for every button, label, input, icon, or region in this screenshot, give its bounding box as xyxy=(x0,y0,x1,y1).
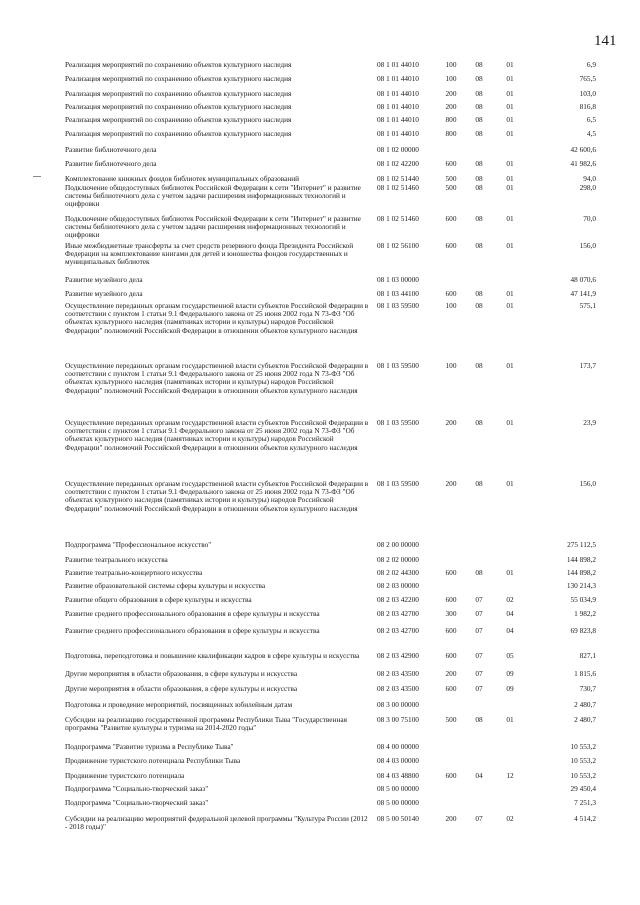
row-expense-type: 100 xyxy=(445,361,457,370)
row-name: Развитие музейного дела xyxy=(65,275,143,284)
row-name: Развитие общего образования в сфере культуры и искусства xyxy=(65,595,252,604)
row-code: 08 2 02 44300 xyxy=(377,568,419,577)
row-sum: 7 251,3 xyxy=(574,798,596,807)
row-code: 08 3 00 75100 xyxy=(377,715,419,724)
row-code: 08 1 03 59500 xyxy=(377,418,419,427)
row-subsection: 01 xyxy=(506,60,514,69)
row-expense-type: 800 xyxy=(445,115,457,124)
row-expense-type: 200 xyxy=(445,669,457,678)
row-sum: 70,0 xyxy=(583,214,596,223)
row-subsection: 09 xyxy=(506,684,514,693)
row-code: 08 1 03 44100 xyxy=(377,289,419,298)
row-sum: 4,5 xyxy=(586,129,596,138)
row-section: 07 xyxy=(475,595,483,604)
row-code: 08 5 00 00000 xyxy=(377,798,419,807)
row-sum: 94,0 xyxy=(583,174,596,183)
row-subsection: 01 xyxy=(506,568,514,577)
row-expense-type: 600 xyxy=(445,214,457,223)
row-code: 08 4 00 00000 xyxy=(377,742,419,751)
row-name: Реализация мероприятий по сохранению объектов культурного наследия xyxy=(65,102,292,111)
row-name: Подключение общедоступных библиотек Российской Федерации к сети "Интернет" и развитие системы библиотечного дела с учетом задачи расширения информационных технологий и оцифровки xyxy=(65,183,361,209)
row-expense-type: 100 xyxy=(445,301,457,310)
row-sum: 130 214,3 xyxy=(566,581,596,590)
row-code: 08 1 02 00000 xyxy=(377,145,419,154)
row-subsection: 04 xyxy=(506,626,514,635)
row-sum: 827,1 xyxy=(579,651,596,660)
row-subsection: 01 xyxy=(506,174,514,183)
row-sum: 1 815,6 xyxy=(574,669,596,678)
row-sum: 156,0 xyxy=(579,479,596,488)
row-section: 08 xyxy=(475,89,483,98)
row-subsection: 01 xyxy=(506,89,514,98)
row-code: 08 2 03 42900 xyxy=(377,651,419,660)
row-section: 07 xyxy=(475,609,483,618)
row-section: 08 xyxy=(475,129,483,138)
row-name: Реализация мероприятий по сохранению объектов культурного наследия xyxy=(65,129,292,138)
row-subsection: 01 xyxy=(506,102,514,111)
row-subsection: 01 xyxy=(506,479,514,488)
row-sum: 156,0 xyxy=(579,241,596,250)
row-sum: 765,5 xyxy=(579,74,596,83)
row-subsection: 01 xyxy=(506,361,514,370)
row-sum: 2 480,7 xyxy=(574,715,596,724)
row-sum: 69 823,8 xyxy=(570,626,596,635)
row-name: Реализация мероприятий по сохранению объектов культурного наследия xyxy=(65,115,292,124)
row-name: Подпрограмма "Социально-творческий заказ" xyxy=(65,798,209,807)
row-section: 07 xyxy=(475,626,483,635)
row-code: 08 1 02 56100 xyxy=(377,241,419,250)
row-sum: 173,7 xyxy=(579,361,596,370)
row-sum: 10 553,2 xyxy=(570,742,596,751)
row-subsection: 01 xyxy=(506,241,514,250)
row-name: Подключение общедоступных библиотек Российской Федерации к сети "Интернет" и развитие системы библиотечного дела с учетом задачи расширения информационных технологий и оцифровки xyxy=(65,214,361,240)
row-section: 08 xyxy=(475,479,483,488)
row-sum: 10 553,2 xyxy=(570,771,596,780)
row-name: Продвижение туристского потенциала xyxy=(65,771,185,780)
row-sum: 55 034,9 xyxy=(570,595,596,604)
row-section: 08 xyxy=(475,102,483,111)
row-name: Субсидии на реализацию государственной программы Республики Тыва "Государственная программа "Развитие культуры и туризма на 2014-2020 годы" xyxy=(65,715,347,733)
row-code: 08 1 01 44010 xyxy=(377,129,419,138)
row-name: Продвижение туристского потенциала Республики Тыва xyxy=(65,756,241,765)
row-name: Осуществление переданных органам государственной власти субъектов Российской Федерации в соответствии с пунктом 1 статьи 9.1 Федерального закона от 25 июня 2002 года N 73-ФЗ "Об объектах культурного наследия (памятниках истории и культуры) народов Российской Федерации" полномочий Российской Федерации в отношении объектов культурного наследия xyxy=(65,301,369,335)
row-sum: 275 112,5 xyxy=(567,540,596,549)
row-section: 08 xyxy=(475,74,483,83)
row-code: 08 1 02 51460 xyxy=(377,183,419,192)
row-expense-type: 600 xyxy=(445,626,457,635)
row-subsection: 02 xyxy=(506,595,514,604)
row-code: 08 1 01 44010 xyxy=(377,60,419,69)
row-expense-type: 200 xyxy=(445,814,457,823)
row-subsection: 01 xyxy=(506,301,514,310)
row-subsection: 01 xyxy=(506,159,514,168)
row-code: 08 1 03 59500 xyxy=(377,301,419,310)
row-expense-type: 800 xyxy=(445,129,457,138)
row-sum: 47 141,9 xyxy=(570,289,596,298)
row-expense-type: 500 xyxy=(445,174,457,183)
page-number: 141 xyxy=(594,33,617,49)
row-subsection: 01 xyxy=(506,183,514,192)
row-name: Развитие музейного дела xyxy=(65,289,143,298)
row-expense-type: 600 xyxy=(445,771,457,780)
row-section: 08 xyxy=(475,289,483,298)
row-sum: 1 982,2 xyxy=(574,609,596,618)
row-name: Осуществление переданных органам государственной власти субъектов Российской Федерации в соответствии с пунктом 1 статьи 9.1 Федерального закона от 25 июня 2002 года N 73-ФЗ "Об объектах культурного наследия (памятниках истории и культуры) народов Российской Федерации" полномочий Российской Федерации в отношении объектов культурного наследия xyxy=(65,361,369,395)
row-sum: 575,1 xyxy=(579,301,596,310)
row-code: 08 2 03 42200 xyxy=(377,595,419,604)
row-sum: 6,5 xyxy=(586,115,596,124)
row-sum: 41 982,6 xyxy=(570,159,596,168)
row-expense-type: 600 xyxy=(445,651,457,660)
row-subsection: 05 xyxy=(506,651,514,660)
row-name: Развитие театрально-концертного искусства xyxy=(65,568,203,577)
row-name: Подпрограмма "Социально-творческий заказ" xyxy=(65,784,209,793)
row-code: 08 4 03 00000 xyxy=(377,756,419,765)
row-section: 08 xyxy=(475,115,483,124)
row-name: Комплектование книжных фондов библиотек муниципальных образований xyxy=(65,174,300,183)
row-section: 08 xyxy=(475,301,483,310)
row-code: 08 1 02 51440 xyxy=(377,174,419,183)
row-sum: 730,7 xyxy=(579,684,596,693)
row-expense-type: 600 xyxy=(445,684,457,693)
row-sum: 6,9 xyxy=(586,60,596,69)
row-code: 08 2 03 43500 xyxy=(377,669,419,678)
row-code: 08 2 03 42700 xyxy=(377,609,419,618)
row-section: 04 xyxy=(475,771,483,780)
row-section: 08 xyxy=(475,418,483,427)
row-section: 08 xyxy=(475,174,483,183)
row-section: 07 xyxy=(475,684,483,693)
row-section: 07 xyxy=(475,669,483,678)
row-name: Реализация мероприятий по сохранению объектов культурного наследия xyxy=(65,74,292,83)
row-name: Развитие театрального искусства xyxy=(65,555,168,564)
row-sum: 29 450,4 xyxy=(570,784,596,793)
row-code: 08 4 03 48800 xyxy=(377,771,419,780)
row-expense-type: 100 xyxy=(445,74,457,83)
row-expense-type: 200 xyxy=(445,89,457,98)
row-name: Другие мероприятия в области образования, в сфере культуры и искусства xyxy=(65,684,298,693)
row-expense-type: 600 xyxy=(445,289,457,298)
row-expense-type: 500 xyxy=(445,715,457,724)
row-code: 08 1 03 59500 xyxy=(377,361,419,370)
row-subsection: 01 xyxy=(506,115,514,124)
row-sum: 42 600,6 xyxy=(570,145,596,154)
row-name: Подпрограмма "Профессиональное искусство" xyxy=(65,540,212,549)
row-code: 08 2 02 00000 xyxy=(377,555,419,564)
row-subsection: 09 xyxy=(506,669,514,678)
row-sum: 144 898,2 xyxy=(566,555,596,564)
row-name: Осуществление переданных органам государственной власти субъектов Российской Федерации в соответствии с пунктом 1 статьи 9.1 Федерального закона от 25 июня 2002 года N 73-ФЗ "Об объектах культурного наследия (памятниках истории и культуры) народов Российской Федерации" полномочий Российской Федерации в отношении объектов культурного наследия xyxy=(65,479,369,513)
row-section: 08 xyxy=(475,568,483,577)
row-code: 08 1 01 44010 xyxy=(377,102,419,111)
row-expense-type: 300 xyxy=(445,609,457,618)
row-name: Развитие библиотечного дела xyxy=(65,145,157,154)
row-section: 08 xyxy=(475,159,483,168)
row-name: Осуществление переданных органам государственной власти субъектов Российской Федерации в соответствии с пунктом 1 статьи 9.1 Федерального закона от 25 июня 2002 года N 73-ФЗ "Об объектах культурного наследия (памятниках истории и культуры) народов Российской Федерации" полномочий Российской Федерации в отношении объектов культурного наследия xyxy=(65,418,369,452)
row-expense-type: 600 xyxy=(445,159,457,168)
row-code: 08 5 00 50140 xyxy=(377,814,419,823)
row-section: 08 xyxy=(475,715,483,724)
row-section: 08 xyxy=(475,214,483,223)
row-code: 08 2 03 43500 xyxy=(377,684,419,693)
row-sum: 2 480,7 xyxy=(574,700,596,709)
row-sum: 816,8 xyxy=(579,102,596,111)
row-name: Развитие библиотечного дела xyxy=(65,159,157,168)
row-name: Подготовка, переподготовка и повышение квалификации кадров в сфере культуры и искусства xyxy=(65,651,360,660)
row-name: Подпрограмма "Развитие туризма в Республике Тыва" xyxy=(65,742,234,751)
row-expense-type: 200 xyxy=(445,418,457,427)
row-sum: 10 553,2 xyxy=(570,756,596,765)
row-section: 08 xyxy=(475,60,483,69)
row-sum: 23,9 xyxy=(583,418,596,427)
row-name: Подготовка и проведение мероприятий, посвященных юбилейным датам xyxy=(65,700,293,709)
row-code: 08 1 03 59500 xyxy=(377,479,419,488)
row-section: 08 xyxy=(475,361,483,370)
row-expense-type: 200 xyxy=(445,479,457,488)
row-code: 08 5 00 00000 xyxy=(377,784,419,793)
row-subsection: 01 xyxy=(506,129,514,138)
row-sum: 48 070,6 xyxy=(570,275,596,284)
row-subsection: 01 xyxy=(506,289,514,298)
row-sum: 298,0 xyxy=(579,183,596,192)
row-expense-type: 600 xyxy=(445,595,457,604)
row-subsection: 02 xyxy=(506,814,514,823)
row-subsection: 01 xyxy=(506,715,514,724)
row-section: 08 xyxy=(475,183,483,192)
row-code: 08 2 03 42700 xyxy=(377,626,419,635)
row-subsection: 04 xyxy=(506,609,514,618)
row-expense-type: 100 xyxy=(445,60,457,69)
row-expense-type: 500 xyxy=(445,183,457,192)
row-subsection: 12 xyxy=(506,771,514,780)
row-code: 08 1 01 44010 xyxy=(377,74,419,83)
row-sum: 144 898,2 xyxy=(566,568,596,577)
row-name: Другие мероприятия в области образования, в сфере культуры и искусства xyxy=(65,669,298,678)
margin-mark xyxy=(33,176,41,177)
row-name: Развитие среднего профессионального образования в сфере культуры и искусства xyxy=(65,626,320,635)
row-name: Реализация мероприятий по сохранению объектов культурного наследия xyxy=(65,60,292,69)
row-expense-type: 600 xyxy=(445,568,457,577)
row-code: 08 1 01 44010 xyxy=(377,115,419,124)
row-code: 08 3 00 00000 xyxy=(377,700,419,709)
row-expense-type: 200 xyxy=(445,102,457,111)
row-section: 08 xyxy=(475,241,483,250)
row-code: 08 2 03 00000 xyxy=(377,581,419,590)
row-code: 08 1 02 51460 xyxy=(377,214,419,223)
row-code: 08 1 01 44010 xyxy=(377,89,419,98)
row-section: 07 xyxy=(475,651,483,660)
row-code: 08 2 00 00000 xyxy=(377,540,419,549)
row-sum: 4 514,2 xyxy=(574,814,596,823)
row-subsection: 01 xyxy=(506,214,514,223)
row-code: 08 1 03 00000 xyxy=(377,275,419,284)
row-name: Развитие образовательной системы сферы культуры и искусства xyxy=(65,581,266,590)
row-name: Иные межбюджетные трансферты за счет средств резервного фонда Президента Российской Федерации на комплектование книгами для детей и юношества фондов государственных и муниципальных библиотек xyxy=(65,241,354,267)
row-expense-type: 600 xyxy=(445,241,457,250)
row-section: 07 xyxy=(475,814,483,823)
row-sum: 103,0 xyxy=(579,89,596,98)
row-name: Реализация мероприятий по сохранению объектов культурного наследия xyxy=(65,89,292,98)
row-name: Субсидии на реализацию мероприятий федеральной целевой программы "Культура России (2012 - 2018 годы)" xyxy=(65,814,368,832)
row-name: Развитие среднего профессионального образования в сфере культуры и искусства xyxy=(65,609,320,618)
row-subsection: 01 xyxy=(506,418,514,427)
row-code: 08 1 02 42200 xyxy=(377,159,419,168)
row-subsection: 01 xyxy=(506,74,514,83)
